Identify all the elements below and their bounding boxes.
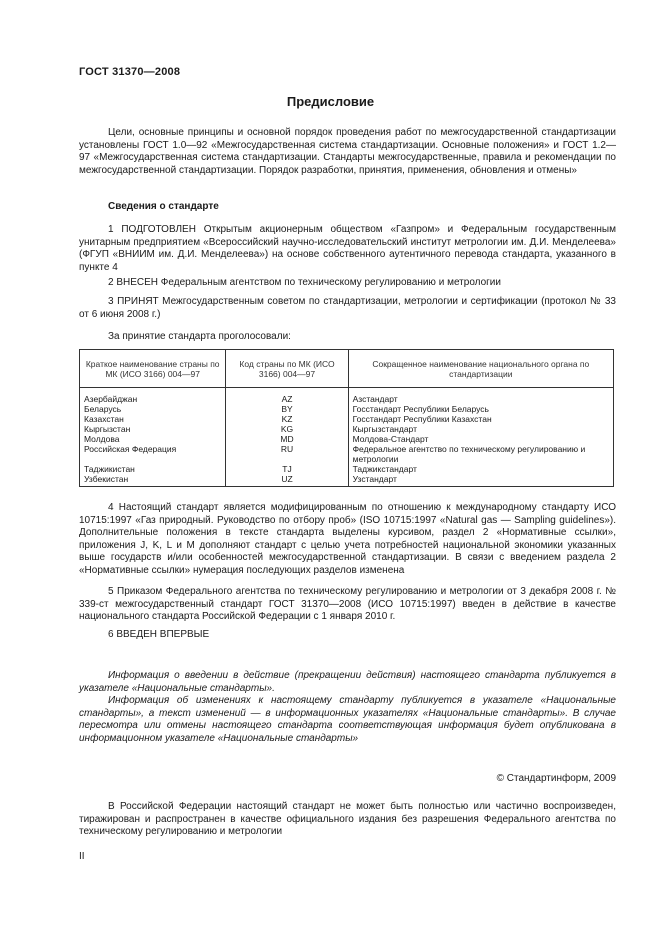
rights-notice: В Российской Федерации настоящий стандарт не может быть полностью или частично воспроизведен, тиражирован и распространен в качестве официального издания без разрешения Федерального агентства по техническому регулированию и метрологии: [79, 801, 616, 838]
table-header-row: [80, 350, 614, 388]
code-cell: RU: [226, 444, 348, 464]
info-changes: Информация об изменениях к настоящему стандарту публикуется в указателе «Национальные стандарты», а текст изменений — в информационных указателях «Национальные стандарты». В случае пересмотра или отмены настоящего стандарта соответствующая информация будет опубликована в информационном указателе «Национальные стандарты»: [79, 695, 616, 744]
table-row: [80, 474, 614, 487]
table-row: [80, 424, 614, 434]
country-cell: Российская Федерация: [80, 444, 226, 464]
body-cell: Госстандарт Республики Беларусь: [348, 404, 613, 414]
item-4-modified: 4 Настоящий стандарт является модифицированным по отношению к международному стандарту ИСО 10715:1997 «Газ природный. Руководство по отбору проб» (ISO 10715:1997 «Natural gas — Sampling guidelines»). Дополнительные положения в тексте стандарта выделены курсивом, раздел 2 «Нормативные ссылки», приложения J, K, L и M дополняют стандарт с целью учета потребностей национальной экономики указанных выше государств и/или особенностей межгосударственной стандартизации. В связи с введением раздела 2 «Нормативные ссылки» нумерация последующих разделов изменена: [79, 502, 616, 576]
item-2-submitted: 2 ВНЕСЕН Федеральным агентством по техническому регулированию и метрологии: [108, 277, 501, 288]
table-row: [80, 444, 614, 464]
country-cell: Азербайджан: [80, 388, 226, 405]
item-5-order: 5 Приказом Федерального агентства по техническому регулированию и метрологии от 3 декабря 2008 г. № 339-ст межгосударственный стандарт ГОСТ 31370—2008 (ИСО 10715:1997) введен в действие в качестве национального стандарта Российской Федерации с 1 января 2010 г.: [79, 586, 616, 623]
table-row: [80, 464, 614, 474]
body-cell: Азстандарт: [348, 388, 613, 405]
country-cell: Таджикистан: [80, 464, 226, 474]
header-body: Сокращенное наименование национального органа по стандартизации: [348, 350, 613, 388]
table-row: [80, 404, 614, 414]
header-code: Код страны по МК (ИСО 3166) 004—97: [226, 350, 348, 388]
table-row: [80, 414, 614, 424]
code-cell: AZ: [226, 388, 348, 405]
body-cell: Молдова-Стандарт: [348, 434, 613, 444]
body-cell: Кыргызстандарт: [348, 424, 613, 434]
table-row: [80, 434, 614, 444]
copyright: © Стандартинформ, 2009: [496, 773, 616, 784]
country-cell: Казахстан: [80, 414, 226, 424]
body-cell: Таджикстандарт: [348, 464, 613, 474]
item-3-adopted: 3 ПРИНЯТ Межгосударственным советом по стандартизации, метрологии и сертификации (протокол № 33 от 6 июня 2008 г.): [79, 296, 616, 320]
code-cell: UZ: [226, 474, 348, 487]
voted-label: За принятие стандарта проголосовали:: [108, 331, 291, 342]
body-cell: Госстандарт Республики Казахстан: [348, 414, 613, 424]
body-cell: Узстандарт: [348, 474, 613, 487]
code-cell: KG: [226, 424, 348, 434]
item-6-introduced: 6 ВВЕДЕН ВПЕРВЫЕ: [108, 629, 210, 640]
body-cell: Федеральное агентство по техническому регулированию и метрологии: [348, 444, 613, 464]
info-introduction: Информация о введении в действие (прекращении действия) настоящего стандарта публикуется в указателе «Национальные стандарты».: [79, 670, 616, 694]
code-cell: KZ: [226, 414, 348, 424]
page-number: II: [79, 851, 85, 862]
country-cell: Узбекистан: [80, 474, 226, 487]
country-cell: Беларусь: [80, 404, 226, 414]
standard-number: ГОСТ 31370—2008: [79, 66, 181, 78]
about-heading: Сведения о стандарте: [108, 201, 219, 212]
code-cell: TJ: [226, 464, 348, 474]
country-cell: Молдова: [80, 434, 226, 444]
code-cell: MD: [226, 434, 348, 444]
table-row: [80, 388, 614, 405]
code-cell: BY: [226, 404, 348, 414]
page-title: Предисловие: [286, 94, 375, 109]
item-1-prepared: 1 ПОДГОТОВЛЕН Открытым акционерным обществом «Газпром» и Федеральным государственным унитарным предприятием «Всероссийский научно-исследовательский институт метрологии им. Д.И. Менделеева» (ФГУП «ВНИИМ им. Д.И. Менделеева») на основе собственного аутентичного перевода стандарта, указанного в пункте 4: [79, 224, 616, 273]
header-country: Краткое наименование страны по МК (ИСО 3166) 004—97: [80, 350, 226, 388]
country-cell: Кыргызстан: [80, 424, 226, 434]
voting-table: [79, 349, 614, 487]
intro-paragraph: Цели, основные принципы и основной порядок проведения работ по межгосударственной стандартизации установлены ГОСТ 1.0—92 «Межгосударственная система стандартизации. Основные положения» и ГОСТ 1.2—97 «Межгосударственная система стандартизации. Стандарты межгосударственные, правила и рекомендации по межгосударственной стандартизации. Порядок разработки, принятия, применения, обновления и отмены»: [79, 127, 616, 176]
